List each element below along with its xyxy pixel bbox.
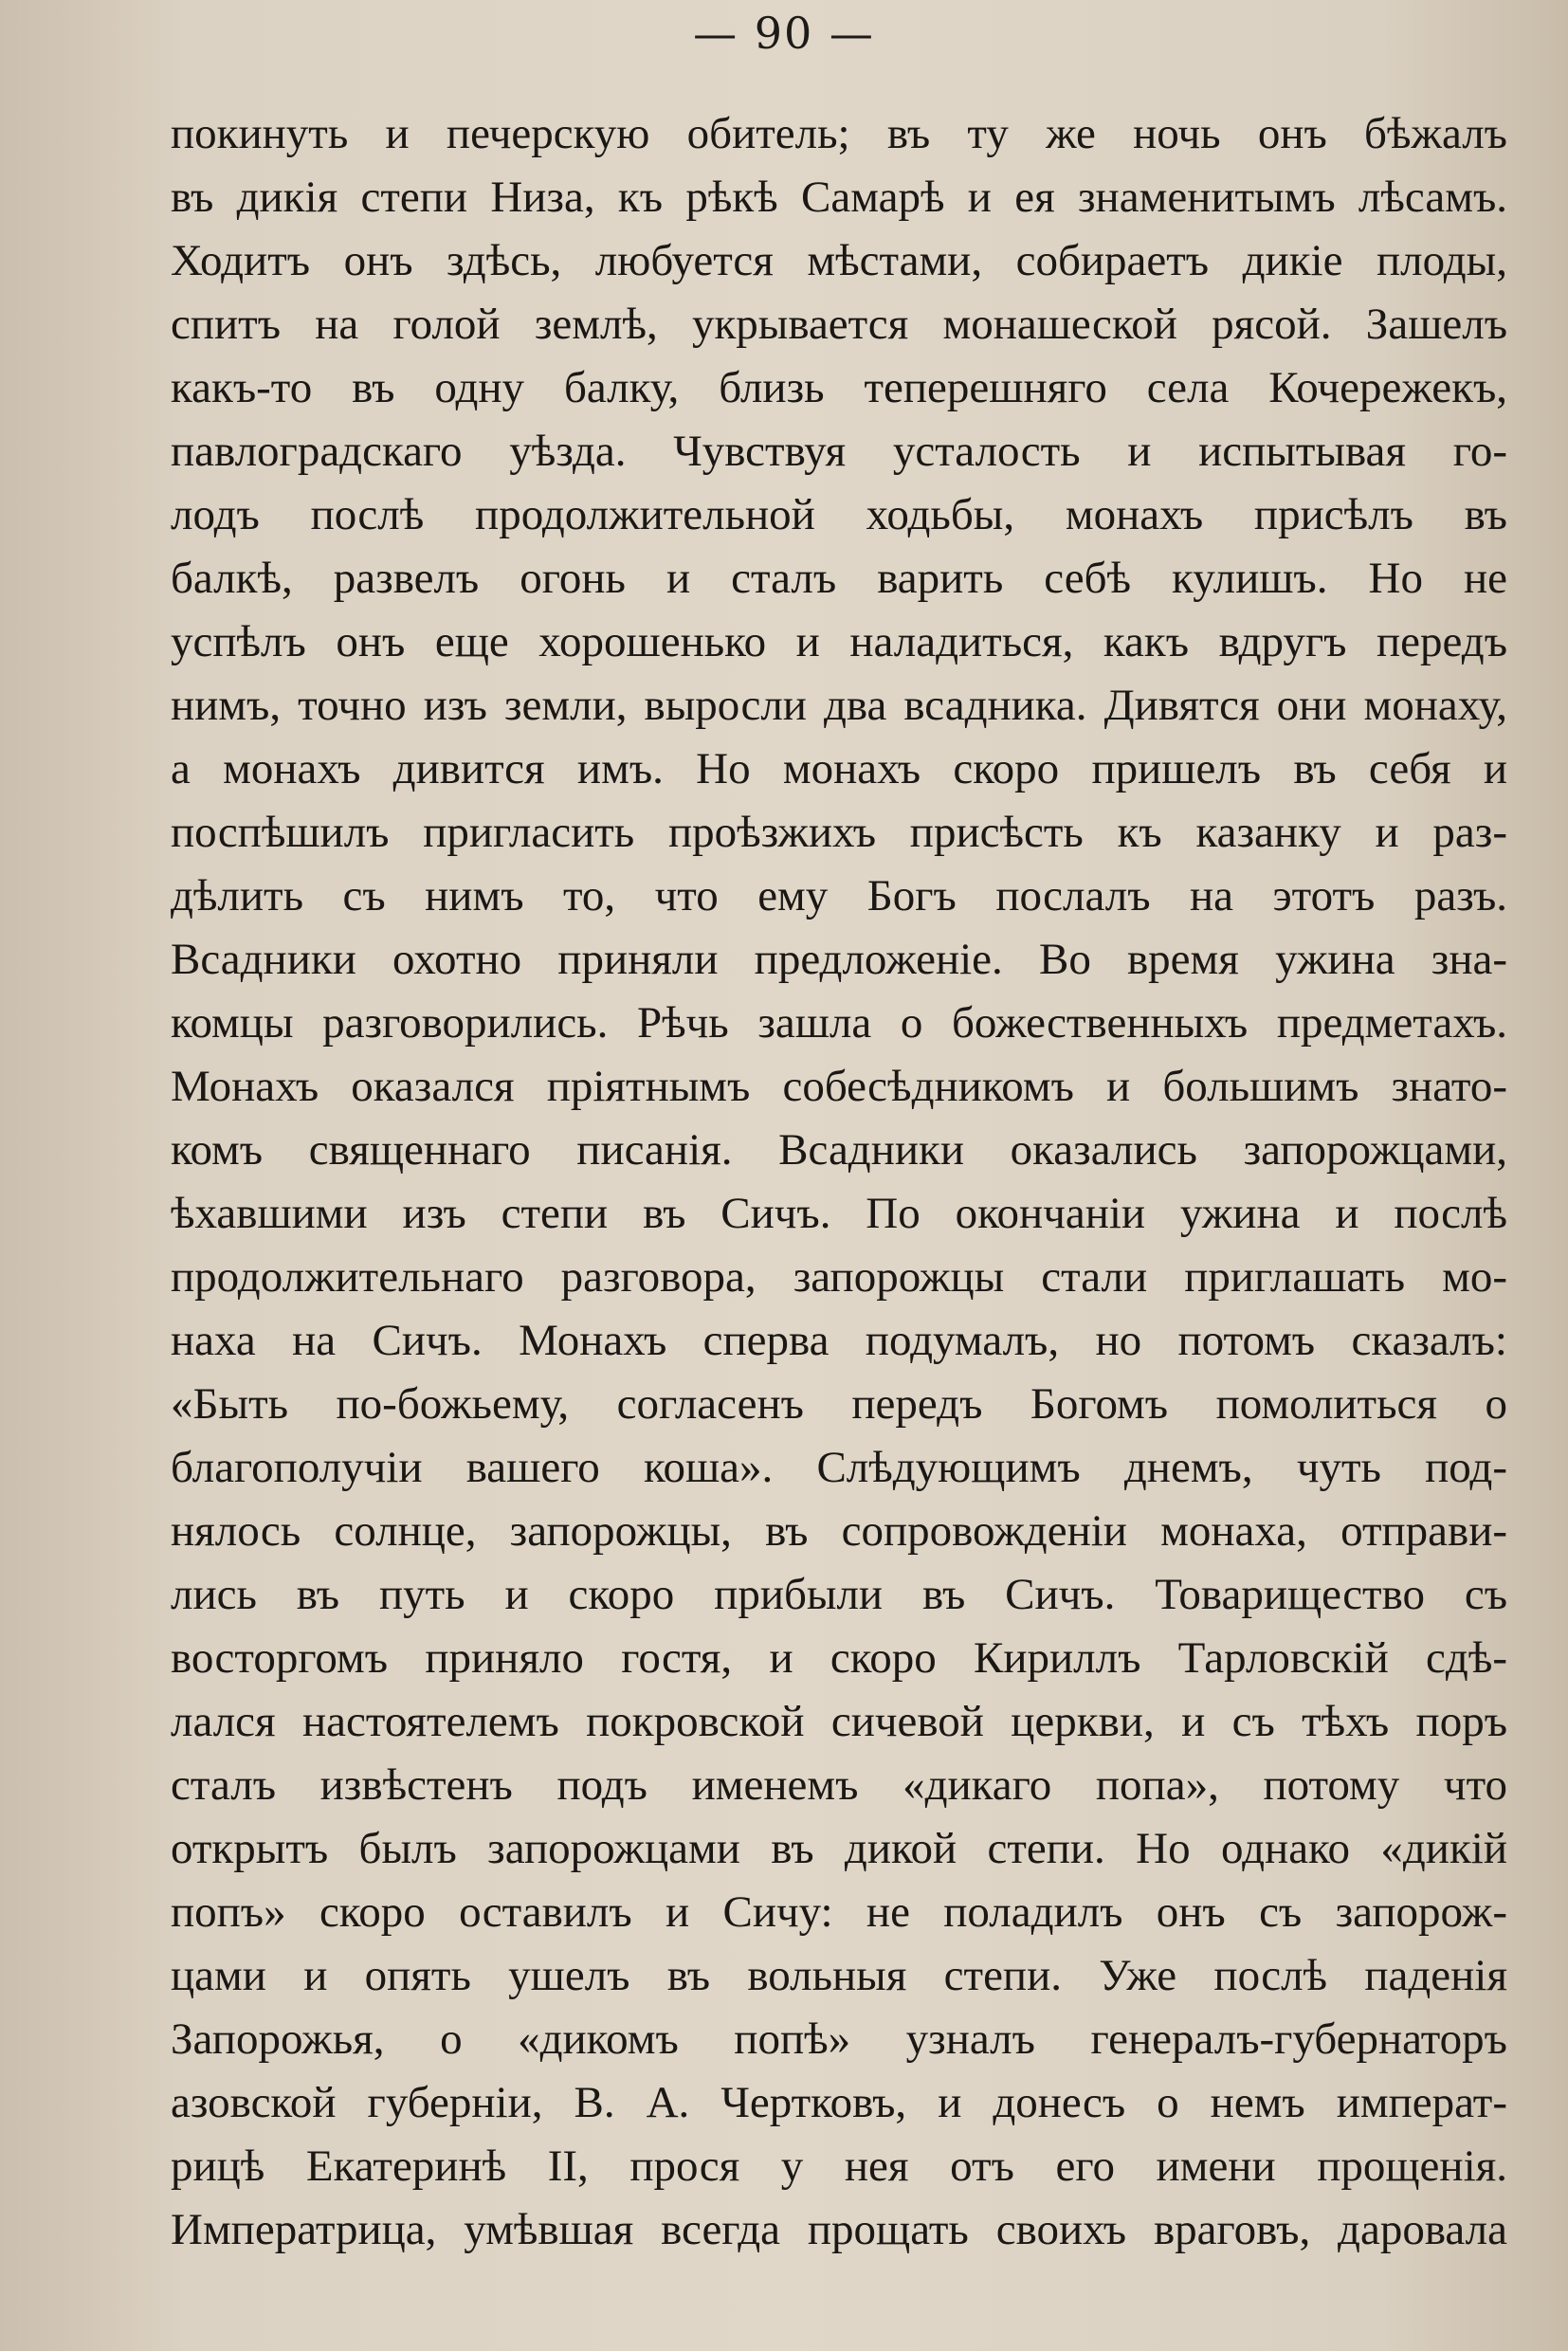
text-line: продолжительнаго разговора, запорожцы стали приглашать мо- — [171, 1252, 1507, 1302]
text-line: ѣхавшими изъ степи въ Сичъ. По окончаніи ужина и послѣ — [171, 1189, 1507, 1238]
text-line: въ дикія степи Низа, къ рѣкѣ Самарѣ и ея знаменитымъ лѣсамъ. — [171, 173, 1507, 222]
text-line: лись въ путь и скоро прибыли въ Сичъ. Товарищество съ — [171, 1570, 1507, 1619]
text-line: комцы разговорились. Рѣчь зашла о божественныхъ предметахъ. — [171, 998, 1507, 1048]
text-line: лался настоятелемъ покровской сичевой церкви, и съ тѣхъ поръ — [171, 1697, 1507, 1746]
text-line: «Быть по-божьему, согласенъ передъ Богомъ помолиться о — [171, 1379, 1507, 1429]
text-line: открытъ былъ запорожцами въ дикой степи. Но однако «дикій — [171, 1824, 1507, 1873]
text-line: Всадники охотно приняли предложеніе. Во время ужина зна- — [171, 935, 1507, 984]
text-line: наха на Сичъ. Монахъ сперва подумалъ, но потомъ сказалъ: — [171, 1316, 1507, 1365]
text-line: балкѣ, развелъ огонь и сталъ варить себѣ кулишъ. Но не — [171, 554, 1507, 603]
text-line: спитъ на голой землѣ, укрывается монашеской рясой. Зашелъ — [171, 300, 1507, 349]
text-line: сталъ извѣстенъ подъ именемъ «дикаго попа», потому что — [171, 1760, 1507, 1810]
text-line: благополучіи вашего коша». Слѣдующимъ днемъ, чуть под- — [171, 1443, 1507, 1492]
text-line: Запорожья, о «дикомъ попѣ» узналъ генералъ-губернаторъ — [171, 2014, 1507, 2064]
text-line: Императрица, умѣвшая всегда прощать своихъ враговъ, даровала — [171, 2205, 1507, 2254]
text-line: восторгомъ приняло гостя, и скоро Кириллъ Тарловскій сдѣ- — [171, 1633, 1507, 1683]
text-line: Ходитъ онъ здѣсь, любуется мѣстами, собираетъ дикіе плоды, — [171, 236, 1507, 285]
text-line: попъ» скоро оставилъ и Сичу: не поладилъ онъ съ запорож- — [171, 1887, 1507, 1937]
text-line: поспѣшилъ пригласить проѣзжихъ присѣсть къ казанку и раз- — [171, 808, 1507, 857]
text-line: комъ священнаго писанія. Всадники оказались запорожцами, — [171, 1125, 1507, 1175]
text-line: а монахъ дивится имъ. Но монахъ скоро пришелъ въ себя и — [171, 744, 1507, 793]
text-line: рицѣ Екатеринѣ II, прося у нея отъ его имени прощенія. — [171, 2141, 1507, 2191]
text-line: лодъ послѣ продолжительной ходьбы, монахъ присѣлъ въ — [171, 490, 1507, 539]
text-line: павлоградскаго уѣзда. Чувствуя усталость и испытывая го- — [171, 427, 1507, 476]
text-line: покинуть и печерскую обитель; въ ту же ночь онъ бѣжалъ — [171, 109, 1507, 158]
text-line: цами и опять ушелъ въ вольныя степи. Уже послѣ паденія — [171, 1951, 1507, 2000]
text-line: какъ-то въ одну балку, близь теперешняго села Кочережекъ, — [171, 363, 1507, 412]
text-line: дѣлить съ нимъ то, что ему Богъ послалъ на этотъ разъ. — [171, 871, 1507, 920]
text-line: Монахъ оказался пріятнымъ собесѣдникомъ и большимъ знато- — [171, 1062, 1507, 1111]
text-line: азовской губерніи, В. А. Чертковъ, и донесъ о немъ императ- — [171, 2078, 1507, 2127]
text-line: успѣлъ онъ еще хорошенько и наладиться, какъ вдругъ передъ — [171, 617, 1507, 666]
text-line: нимъ, точно изъ земли, выросли два всадника. Дивятся они монаху, — [171, 681, 1507, 730]
body-text — [171, 102, 1507, 2262]
page-number: — 90 — — [693, 8, 875, 59]
text-line: нялось солнце, запорожцы, въ сопровожденіи монаха, отправи- — [171, 1506, 1507, 1556]
